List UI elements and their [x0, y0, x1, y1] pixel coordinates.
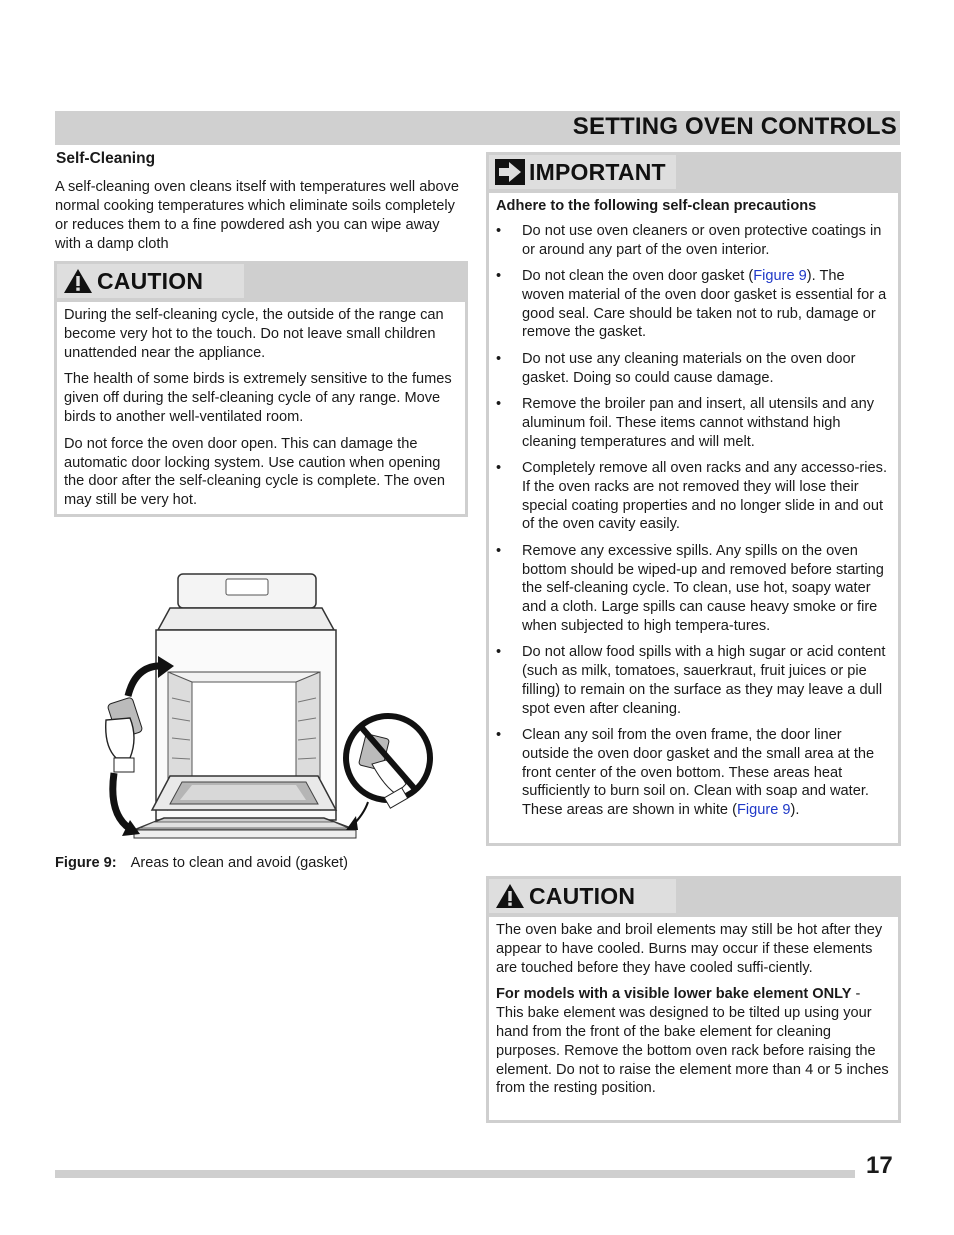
figure-9-link[interactable]: Figure 9 [753, 267, 807, 284]
hand-sponge-icon [106, 697, 143, 772]
caution-paragraph: For models with a visible lower bake element ONLY - This bake element was designed to be tilted up using your hand from the front of the bake element for cleaning purposes. Remove the bottom oven rack before raising the element. Do not to raise the element more than 4 or 5 inches from the resting position. [496, 986, 889, 1097]
important-label: IMPORTANT [529, 158, 666, 185]
caution-header [57, 264, 465, 302]
self-cleaning-section [55, 150, 467, 254]
list-item: • Do not use any cleaning materials on the oven door gasket. Doing so could cause damage. [496, 350, 890, 388]
page-title: SETTING OVEN CONTROLS [572, 113, 897, 140]
important-box [486, 152, 901, 846]
list-item: • Remove the broiler pan and insert, all utensils and any aluminum foil. These items cannot withstand high cleaning temperatures and will melt. [496, 395, 890, 451]
arrow-right-icon [495, 159, 525, 185]
caution-label: CAUTION [529, 882, 636, 909]
caution-paragraph: The health of some birds is extremely sensitive to the fumes given off during the self-cleaning cycle of any range. Move birds to another well-ventilated room. [64, 371, 452, 425]
list-item: • Do not clean the oven door gasket (Figure 9). The woven material of the oven door gasket is essential for a good seal. Care should be taken not to rub, damage or remove the gasket. [496, 267, 890, 342]
important-body [489, 193, 898, 834]
figure-number: Figure 9: [55, 855, 117, 871]
caution-tab [489, 879, 676, 913]
important-tab [489, 155, 676, 189]
figure-9-link[interactable]: Figure 9 [736, 802, 791, 819]
figure-caption [55, 855, 348, 871]
list-item: • Clean any soil from the oven frame, the door liner outside the oven door gasket and the small area at the front center of the oven bottom. These areas heat sufficiently to burn soil on. Clean with soap and water. These areas are shown in white (Figure 9). [496, 726, 890, 820]
header-bar [55, 111, 900, 145]
no-touch-icon [346, 716, 430, 800]
list-item: • Do not use oven cleaners or oven protective coatings in or around any part of the oven interior. [496, 222, 890, 260]
caution-body [489, 917, 898, 1106]
caution-header [489, 879, 898, 917]
precautions-list [496, 222, 890, 820]
intro-paragraph: A self-cleaning oven cleans itself with temperatures well above normal cooking temperatures which eliminate soils completely or reduces them to a fine powdered ash you can wipe away with a damp cloth [55, 179, 459, 252]
figure-caption-text: Areas to clean and avoid (gasket) [130, 855, 349, 871]
oven-cleaning-illustration [100, 568, 440, 848]
footer-bar [55, 1170, 855, 1178]
list-item: • Do not allow food spills with a high sugar or acid content (such as milk, tomatoes, sauerkraut, fruit juices or pie filling) to remain on the surface as they may leave a dull spot even after cleaning. [496, 643, 890, 718]
caution-label: CAUTION [97, 267, 204, 294]
caution-paragraph: The oven bake and broil elements may still be hot after they appear to have cooled. Burns may occur if these elements are touched before they have cooled suffi-ciently. [496, 922, 883, 976]
important-header [489, 155, 898, 193]
warning-triangle-icon [495, 883, 525, 909]
caution-tab [57, 264, 244, 298]
caution-paragraph: During the self-cleaning cycle, the outside of the range can become very hot to the touch. Do not leave small children unattended near the appliance. [64, 307, 444, 361]
list-item: • Remove any excessive spills. Any spills on the oven bottom should be wiped-up and removed before starting the self-cleaning cycle. To clean, use hot, soapy water and a cloth. Large spills can cause heavy smoke or fire when subjected to high tempera-tures. [496, 542, 890, 636]
page-number: 17 [866, 1152, 893, 1179]
list-item: • Completely remove all oven racks and any accesso-ries. If the oven racks are not removed they will lose their special coating properties and no longer slide in and out of the oven cavity easily. [496, 459, 890, 534]
caution-paragraph: Do not force the oven door open. This can damage the automatic door locking system. Use caution when opening the door after the self-cleaning cycle is complete. The oven may still be very hot. [64, 435, 445, 509]
caution-body [57, 302, 465, 518]
important-lead: Adhere to the following self-clean precautions [496, 198, 817, 214]
caution-box-2 [486, 876, 901, 1123]
section-heading: Self-Cleaning [56, 150, 156, 167]
caution-box-1 [54, 261, 468, 517]
warning-triangle-icon [63, 268, 93, 294]
